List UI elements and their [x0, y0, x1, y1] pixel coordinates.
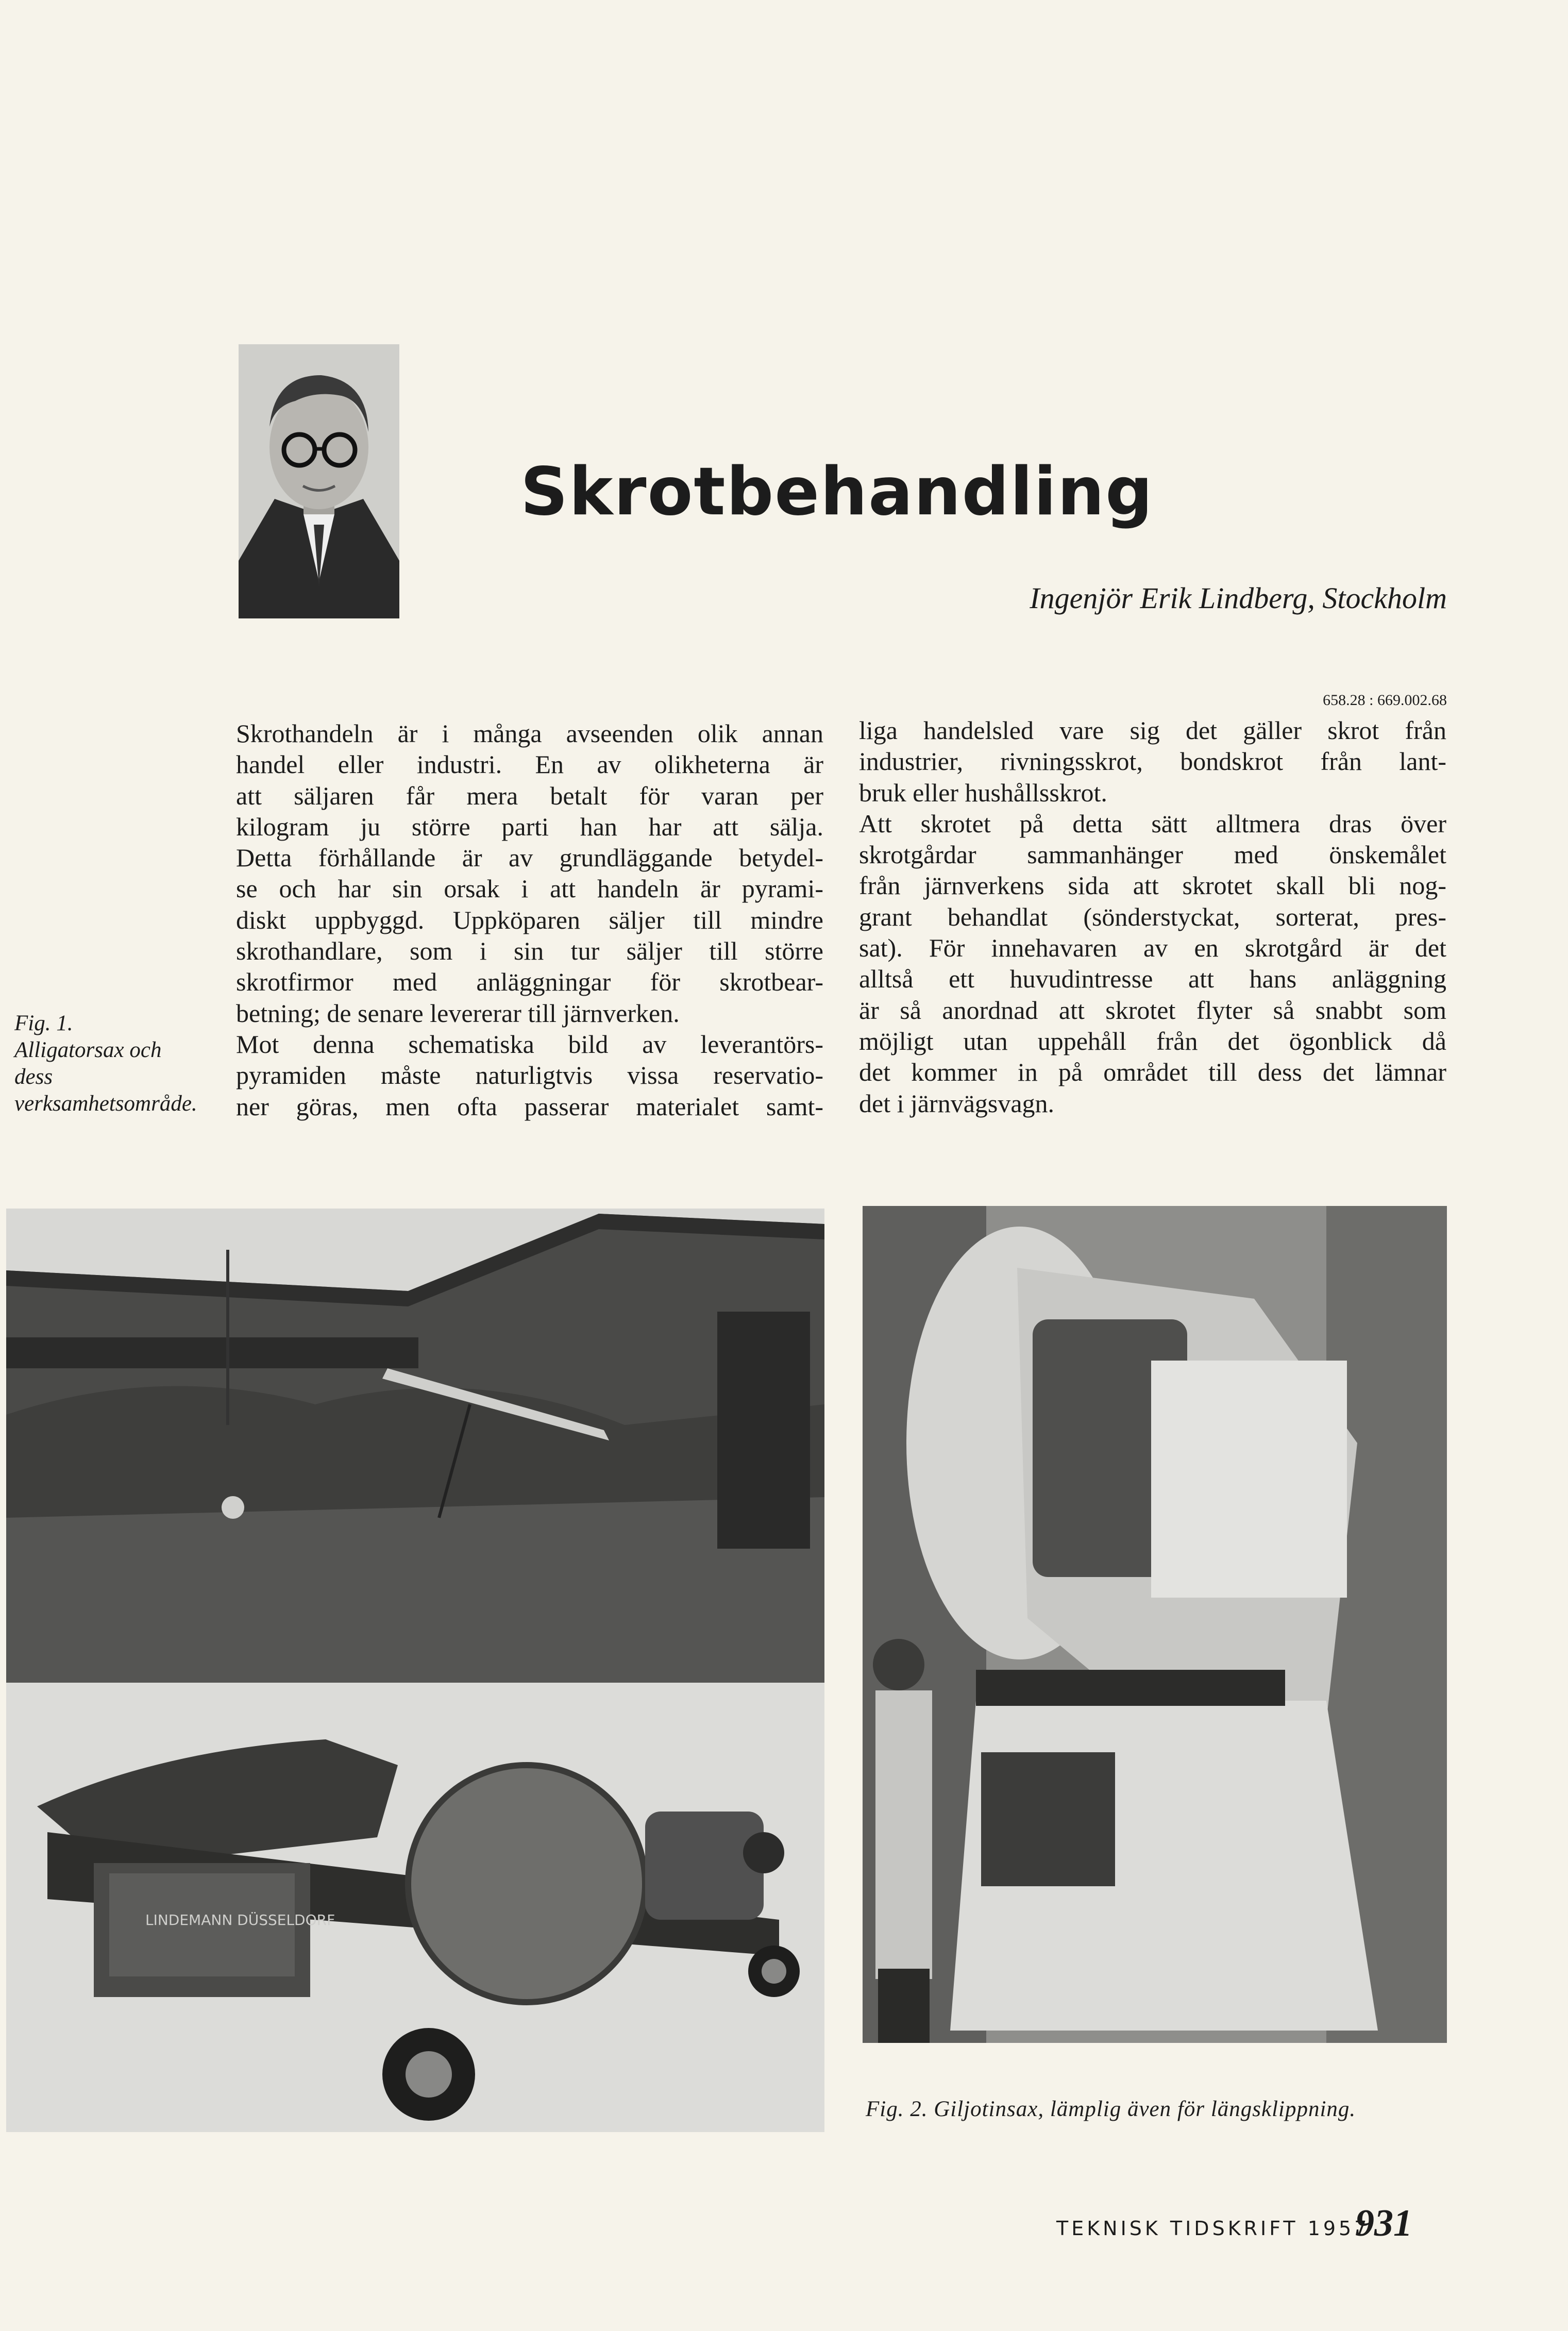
figure-1-scrapyard-photo	[6, 1209, 824, 1683]
text-line: är så anordnad att skrotet flyter så snabbt som	[859, 995, 1446, 1025]
text-line: det kommer in på området till dess det lämnar	[859, 1058, 1446, 1087]
text-line: se och har sin orsak i att handeln är pyrami-	[236, 874, 823, 903]
text-line: diskt uppbyggd. Uppköparen säljer till mindre	[236, 905, 823, 934]
text-line: att säljaren får mera betalt för varan per	[236, 781, 823, 810]
text-line: skrotfirmor med anläggningar för skrotbear-	[236, 967, 823, 997]
text-line: Att skrotet på detta sätt alltmera dras över	[859, 809, 1446, 838]
author-byline: Ingenjör Erik Lindberg, Stockholm	[1030, 581, 1447, 615]
figure-1-alligator-shear-photo	[6, 1683, 824, 2132]
figure-2-caption: Fig. 2. Giljotinsax, lämplig även för längsklippning.	[866, 2097, 1356, 2121]
text-line: pyramiden måste naturligtvis vissa reservatio-	[236, 1061, 823, 1090]
text-line: bruk eller hushållsskrot.	[859, 778, 1107, 807]
machine-label-text: LINDEMANN DÜSSELDORF	[145, 1911, 335, 1928]
text-line: skrotgårdar sammanhänger med önskemålet	[859, 840, 1446, 869]
figure-1-caption: Fig. 1. Alligatorsax och dess verksamhetsområde.	[14, 1011, 197, 1116]
page-number: 931	[1355, 2202, 1412, 2244]
text-line: industrier, rivningsskrot, bondskrot från lant-	[859, 747, 1446, 776]
text-line: från järnverkens sida att skrotet skall bli nog-	[859, 871, 1446, 900]
author-portrait	[239, 344, 399, 618]
text-line: betning; de senare levererar till järnverken.	[236, 998, 680, 1028]
body-column-1	[236, 718, 823, 1122]
article-title: Skrotbehandling	[520, 454, 1154, 530]
text-line: möjligt utan uppehåll från det ögonblick då	[859, 1026, 1446, 1055]
text-line: Mot denna schematiska bild av leverantörs-	[236, 1029, 823, 1059]
text-line: liga handelsled vare sig det gäller skrot från	[859, 716, 1446, 745]
text-line: grant behandlat (sönderstyckat, sorterat, pres-	[859, 902, 1446, 931]
figure-2-guillotine-photo	[863, 1206, 1447, 2043]
text-line: Skrothandeln är i många avseenden olik annan	[236, 719, 823, 748]
udc-classification: 658.28 : 669.002.68	[1323, 692, 1447, 709]
text-line: kilogram ju större parti han har att sälja.	[236, 812, 823, 841]
body-column-2	[859, 715, 1446, 1119]
journal-name: TEKNISK TIDSKRIFT 1957	[1056, 2217, 1370, 2240]
text-line: Detta förhållande är av grundläggande betydel-	[236, 843, 823, 873]
text-line: skrothandlare, som i sin tur säljer till större	[236, 936, 823, 966]
text-line: ner göras, men ofta passerar materialet samt-	[236, 1092, 823, 1121]
text-line: sat). För innehavaren av en skrotgård är det	[859, 933, 1446, 963]
text-line: alltså ett huvudintresse att hans anläggning	[859, 964, 1446, 994]
text-line: det i järnvägsvagn.	[859, 1088, 1055, 1118]
text-line: handel eller industri. En av olikheterna är	[236, 750, 823, 779]
